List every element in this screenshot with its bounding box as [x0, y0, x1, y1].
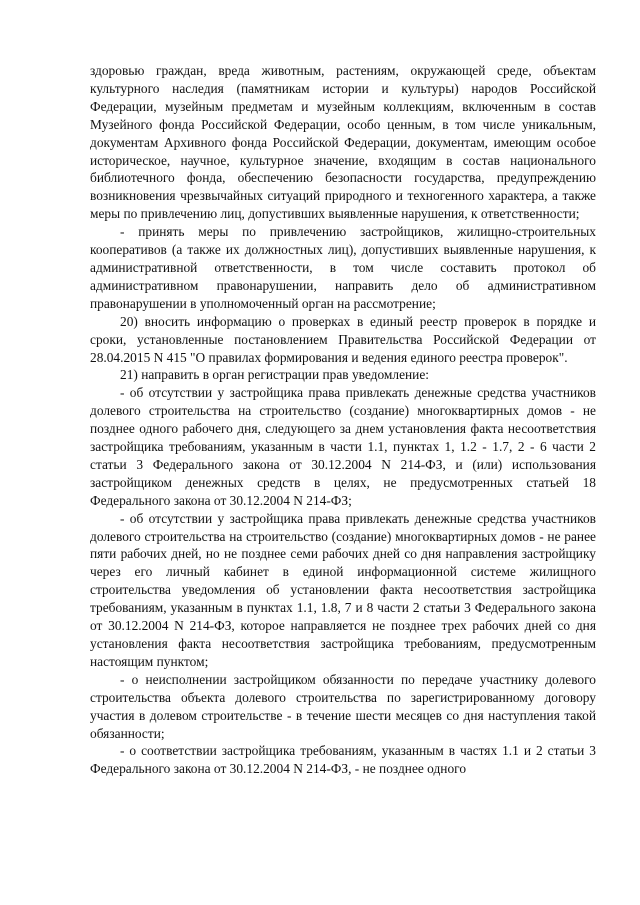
document-page	[90, 62, 596, 778]
paragraph-item-21: 21) направить в орган регистрации прав уведомление:	[120, 367, 430, 383]
paragraph-administrative-measures: - принять меры по привлечению застройщиков, жилищно-строительных кооперативов (а также их должностных лиц), допустивших выявленные нарушения, к административной ответственности, в том числе составить протокол об административном правонарушении, направить дело об административном правонарушении в уполномоченный орган на рассмотрение;	[90, 224, 596, 311]
paragraph-notice-no-right-2: - об отсутствии у застройщика права привлекать денежные средства участников долевого строительства на строительство (создание) многоквартирных домов - не ранее пяти рабочих дней, но не позднее семи рабочих дней со дня направления застройщику через его личный кабинет в единой информационной системе жилищного строительства уведомления об установлении факта несоответствия застройщика требованиям, указанным в пунктах 1.1, 1.8, 7 и 8 части 2 статьи 3 Федерального закона от 30.12.2004 N 214-ФЗ, которое направляется не позднее трех рабочих дней со дня установления факта несоответствия застройщика требованиям, предусмотренным настоящим пунктом;	[90, 510, 596, 669]
paragraph-notice-compliance: - о соответствии застройщика требованиям, указанным в частях 1.1 и 2 статьи 3 Федерального закона от 30.12.2004 N 214-ФЗ, - не позднее одного	[90, 743, 596, 777]
paragraph-notice-no-right-1: - об отсутствии у застройщика права привлекать денежные средства участников долевого строительства на строительство (создание) многоквартирных домов - не позднее одного рабочего дня, следующего за днем установления факта несоответствия застройщика требованиям, указанным в части 1.1, пунктах 1, 1.2 - 1.7, 2 - 6 части 2 статьи 3 Федерального закона от 30.12.2004 N 214-ФЗ, и (или) использования застройщиком денежных средств в целях, не предусмотренных статьей 18 Федерального закона от 30.12.2004 N 214-ФЗ;	[90, 385, 596, 508]
paragraph-item-20: 20) вносить информацию о проверках в единый реестр проверок в порядке и сроки, установленные постановлением Правительства Российской Федерации от 28.04.2015 N 415 "О правилах формирования и ведения единого реестра проверок".	[90, 313, 596, 365]
paragraph-continuation: здоровью граждан, вреда животным, растениям, окружающей среде, объектам культурного наследия (памятникам истории и культуры) народов Российской Федерации, музейным предметам и музейным коллекциям, включенным в состав Музейного фонда Российской Федерации, особо ценным, в том числе уникальным, документам Архивного фонда Российской Федерации, документам, имеющим особое историческое, научное, культурное значение, входящим в состав национального библиотечного фонда, обеспечению безопасности государства, предупреждению возникновения чрезвычайных ситуаций природного и техногенного характера, а также меры по привлечению лиц, допустивших выявленные нарушения, к ответственности;	[90, 63, 596, 222]
paragraph-notice-non-fulfillment: - о неисполнении застройщиком обязанности по передаче участнику долевого строительства объекта долевого строительства по зарегистрированному договору участия в долевом строительстве - в течение шести месяцев со дня наступления такой обязанности;	[90, 671, 596, 741]
